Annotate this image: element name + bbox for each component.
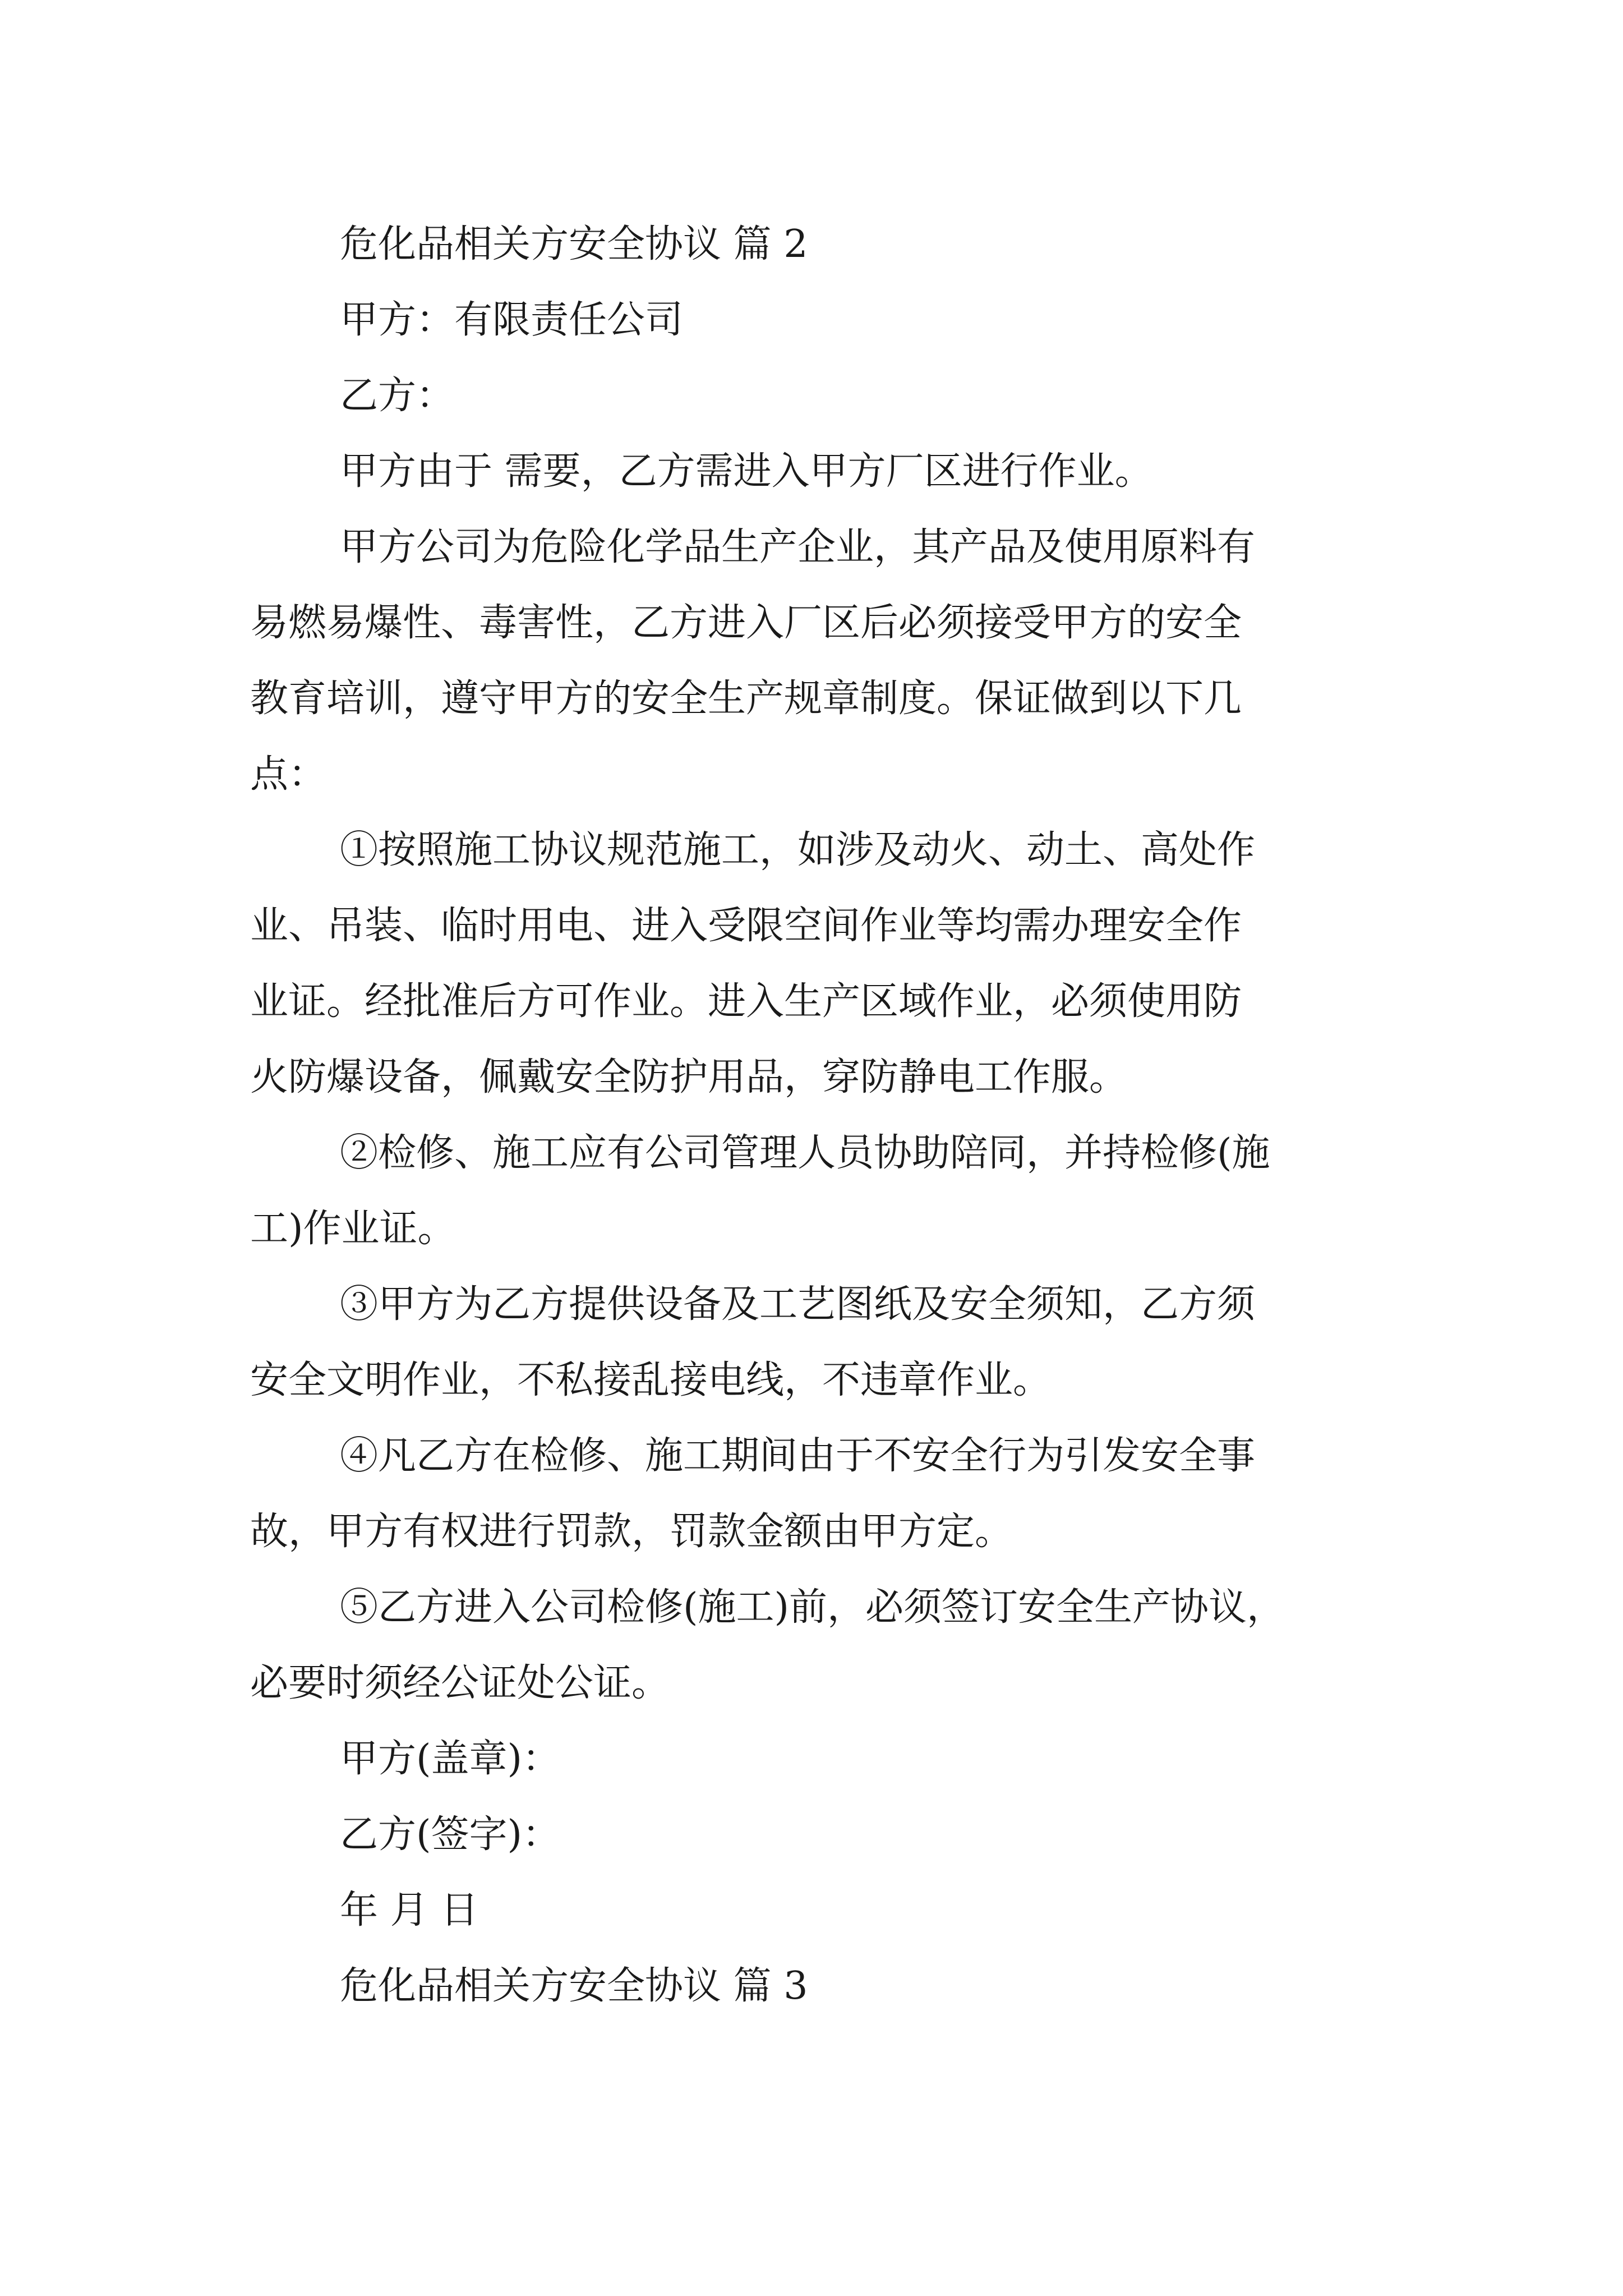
- clause-1-line: 业证。经批准后方可作业。进入生产区域作业，必须使用防: [250, 979, 1242, 1024]
- clause-4-line: 故，甲方有权进行罚款，罚款金额由甲方定。: [250, 1510, 1013, 1554]
- clause-1-line: 业、吊装、临时用电、进入受限空间作业等均需办理安全作: [250, 904, 1242, 948]
- section-heading: 危化品相关方安全协议 篇 3: [340, 1964, 808, 2008]
- clause-5-line: ⑤乙方进入公司检修(施工)前，必须签订安全生产协议，: [340, 1585, 1285, 1630]
- paragraph-intro-line: 点：: [250, 752, 327, 797]
- party-b-line: 乙方：: [340, 374, 455, 418]
- clause-4-line: ④凡乙方在检修、施工期间由于不安全行为引发安全事: [340, 1434, 1256, 1478]
- clause-1-line: 火防爆设备，佩戴安全防护用品，穿防静电工作服。: [250, 1055, 1128, 1099]
- party-a-line: 甲方：有限责任公司: [340, 298, 684, 342]
- paragraph-intro-line: 甲方公司为危险化学品生产企业，其产品及使用原料有: [340, 525, 1256, 569]
- paragraph-intro-line: 易燃易爆性、毒害性，乙方进入厂区后必须接受甲方的安全: [250, 601, 1242, 645]
- paragraph-purpose: 甲方由于 需要，乙方需进入甲方厂区进行作业。: [340, 449, 1153, 494]
- clause-3-line: ③甲方为乙方提供设备及工艺图纸及安全须知，乙方须: [340, 1282, 1256, 1327]
- clause-2-line: 工)作业证。: [250, 1207, 456, 1251]
- clause-2-line: ②检修、施工应有公司管理人员协助陪同，并持检修(施: [340, 1131, 1270, 1175]
- paragraph-intro-line: 教育培训，遵守甲方的安全生产规章制度。保证做到以下几: [250, 677, 1242, 721]
- signature-party-b: 乙方(签字)：: [340, 1812, 561, 1857]
- clause-3-line: 安全文明作业，不私接乱接电线，不违章作业。: [250, 1358, 1052, 1402]
- date-line: 年 月 日: [340, 1888, 479, 1932]
- signature-party-a: 甲方(盖章)：: [340, 1737, 561, 1781]
- clause-5-line: 必要时须经公证处公证。: [250, 1661, 670, 1705]
- clause-1-line: ①按照施工协议规范施工，如涉及动火、动土、高处作: [340, 828, 1256, 872]
- section-heading: 危化品相关方安全协议 篇 2: [340, 222, 808, 266]
